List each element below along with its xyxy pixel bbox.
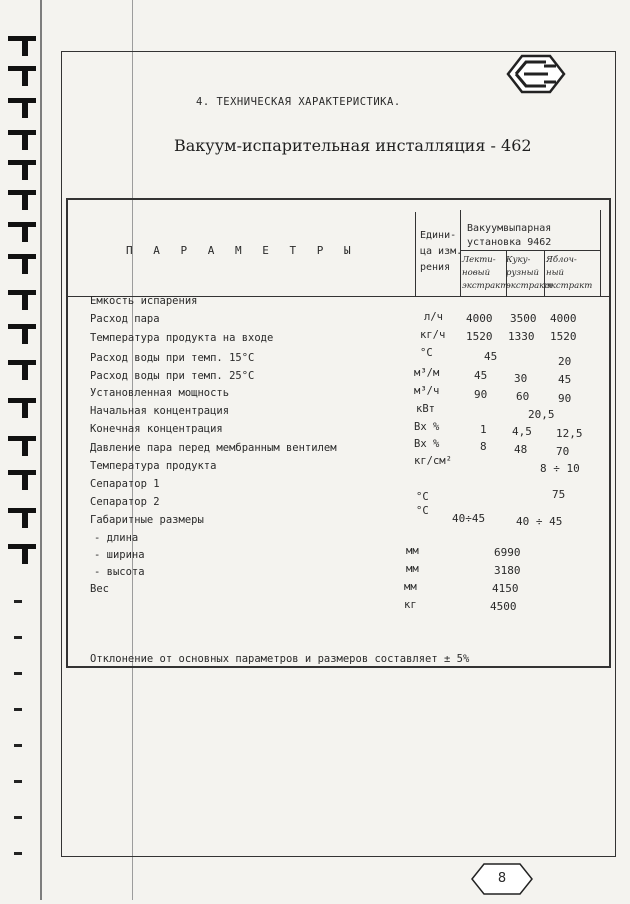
binder-fold-line (40, 0, 42, 900)
table-cell: 1520 (466, 330, 493, 343)
company-logo-icon (500, 52, 572, 96)
table-row-unit: л/ч (424, 311, 443, 323)
tolerance-footnote: Отклонение от основных параметров и размеров составляет ± 5% (90, 653, 470, 665)
binder-dash (14, 636, 22, 639)
table-cell: 30 (514, 372, 528, 385)
table-cell: 45 (558, 373, 572, 386)
table-row-label: - длина (94, 532, 139, 544)
table-cell: 48 (514, 443, 528, 456)
table-cell: 6990 (494, 546, 521, 559)
table-cell: 4150 (492, 582, 519, 595)
section-title: 4. ТЕХНИЧЕСКАЯ ХАРАКТЕРИСТИКА. (196, 96, 401, 108)
table-row-label: - ширина (94, 549, 145, 561)
binder-ring (8, 508, 36, 528)
table-cell: 4500 (490, 600, 517, 613)
table-row-unit: кВт (416, 403, 435, 415)
binder-dash (14, 600, 22, 603)
table-row-unit: м³/ч (414, 385, 440, 397)
table-cell: 20 (558, 355, 572, 368)
binder-ring (8, 222, 36, 242)
binder-dash (14, 708, 22, 711)
binder-ring (8, 254, 36, 274)
table-row-unit: мм (404, 581, 417, 593)
table-row-unit: °С (416, 505, 429, 517)
table-cell: 3500 (510, 312, 537, 325)
binder-dash (14, 744, 22, 747)
table-cell: 75 (552, 488, 566, 501)
binder-dash (14, 672, 22, 675)
table-cell: 4000 (550, 312, 577, 325)
table-row-label: Расход пара (90, 313, 160, 325)
document-title: Вакуум-испарительная инсталляция - 462 (174, 136, 532, 155)
table-cell: 1520 (550, 330, 577, 343)
table-row-unit: кг (404, 599, 417, 611)
table-row-unit: мм (406, 563, 419, 575)
table-cell: 12,5 (556, 427, 583, 440)
table-cell: 70 (556, 445, 570, 458)
binder-ring (8, 160, 36, 180)
page-number-badge (466, 858, 538, 900)
table-row-unit: °С (420, 347, 433, 359)
binder-ring (8, 190, 36, 210)
binder-ring (8, 436, 36, 456)
table-cell: 90 (474, 388, 488, 401)
table-cell: 1 (480, 423, 487, 436)
table-row-unit: Вх % (414, 438, 440, 450)
table-row-label: Расход воды при темп. 15°С (90, 352, 255, 364)
table-row-label: Начальная концентрация (90, 405, 230, 417)
table-row-label: Габаритные размеры (90, 514, 204, 526)
table-row-label: Температура продукта на входе (90, 332, 274, 344)
binder-ring (8, 398, 36, 418)
table-cell: 1330 (508, 330, 535, 343)
table-row-label: Температура продукта (90, 460, 217, 472)
binder-ring (8, 130, 36, 150)
binder-edge (0, 0, 46, 900)
table-row-label: - высота (94, 566, 145, 578)
header-col-apple: Яблоч- ный экстракт (546, 255, 593, 291)
binder-ring (8, 98, 36, 118)
table-cell: 90 (558, 392, 572, 405)
header-col-pectin: Лекти- новый экстракт (462, 255, 509, 291)
header-params: П А Р А М Е Т Р Ы (126, 244, 358, 257)
table-cell: 40÷45 (452, 512, 486, 525)
page-number: 8 (497, 871, 507, 886)
table-cell: 45 (484, 350, 498, 363)
table-cell: 8 ÷ 10 (540, 462, 580, 475)
table-row-label: Расход воды при темп. 25°С (90, 370, 255, 382)
binder-dash (14, 816, 22, 819)
table-row-label: Сепаратор 1 (90, 478, 160, 490)
binder-ring (8, 290, 36, 310)
table-row-unit: м³/м (414, 367, 440, 379)
header-installation: Вакуумвыпарная установка 9462 (467, 223, 552, 248)
table-row-unit: °С (416, 491, 429, 503)
table-row-label: Установленная мощность (90, 387, 230, 399)
binder-ring (8, 544, 36, 564)
header-unit: Едини- ца изм. рения (420, 230, 463, 273)
header-col-corn: Куку- рузный экстракт (506, 255, 553, 291)
binder-ring (8, 360, 36, 380)
binder-ring (8, 470, 36, 490)
table-row-unit: кг/ч (420, 329, 446, 341)
binder-dash (14, 852, 22, 855)
table-row-label: Конечная концентрация (90, 423, 223, 435)
table-cell: 4000 (466, 312, 493, 325)
table-cell: 3180 (494, 564, 521, 577)
binder-ring (8, 36, 36, 56)
binder-ring (8, 324, 36, 344)
table-cell: 4,5 (512, 425, 532, 438)
table-row-label: Давление пара перед мембранным вентилем (90, 442, 337, 454)
table-cell: 20,5 (528, 408, 555, 421)
table-row-label: Емкость испарения (90, 295, 198, 307)
table-row-unit: Вх % (414, 421, 440, 433)
table-cell: 45 (474, 369, 488, 382)
table-cell: 8 (480, 440, 487, 453)
table-row-label: Сепаратор 2 (90, 496, 160, 508)
table-row-unit: мм (406, 545, 419, 557)
table-cell: 40 ÷ 45 (516, 515, 563, 528)
binder-ring (8, 66, 36, 86)
table-cell: 60 (516, 390, 530, 403)
table-row-label: Вес (90, 583, 109, 595)
binder-dash (14, 780, 22, 783)
table-row-unit: кг/см² (414, 455, 452, 467)
